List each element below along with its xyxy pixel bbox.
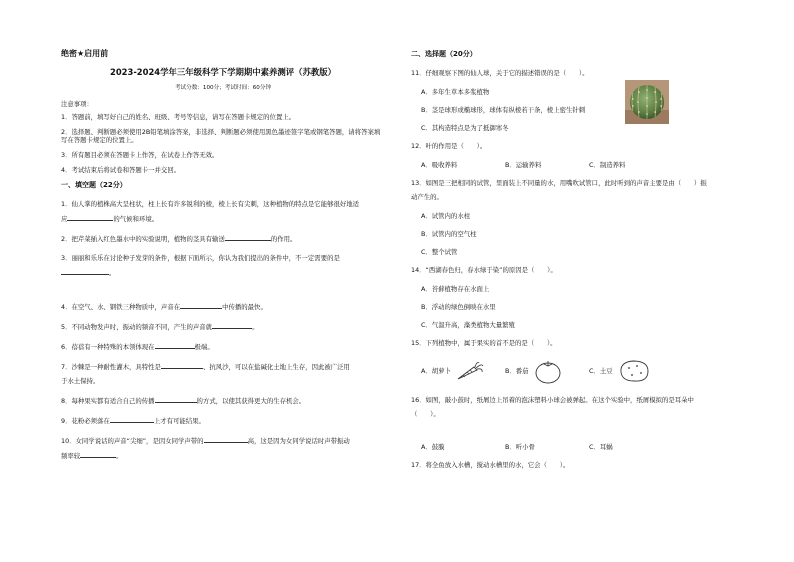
q6-text-post: 极端。 [194, 343, 214, 351]
q7-blank[interactable] [161, 362, 203, 369]
question-8 [61, 396, 385, 405]
exam-subtitle: 考试分数：100分；考试时间：60分钟 [174, 85, 272, 91]
question-2 [61, 234, 385, 243]
q4-text-post: 中传播的最快。 [222, 303, 267, 311]
q8-text-post: 的方式，以使其获得更大的生存机会。 [196, 397, 306, 405]
question-3-answer: 。 [61, 268, 385, 277]
question-11: 11．仔细观察下图的仙人球，关于它的描述错误的是（ ）。 [411, 69, 589, 77]
cactus-ball-image [625, 80, 669, 124]
question-1b [61, 214, 385, 223]
q11-option-c[interactable]: C．其构造特点是为了抵御寒冬 [421, 124, 509, 132]
q4-text-pre: 4．在空气、水、钢铁三种物质中，声音在 [61, 303, 181, 311]
q2-text-pre: 2．把芹菜插入红色墨水中的实验说明，植物的茎具有输送 [61, 235, 225, 243]
q15-option-b[interactable] [505, 358, 589, 384]
question-17: 17．将全鱼放入水槽，搅动水槽里的水，它会（ ）。 [411, 461, 570, 469]
q16-option-a[interactable]: A．鼓膜 [421, 443, 445, 451]
right-column [411, 44, 749, 480]
q15-option-c-label: C．土豆 [589, 367, 613, 375]
q13-option-a[interactable]: A．试管内的水柱 [421, 212, 471, 220]
q15-option-a[interactable] [421, 360, 505, 382]
q1-blank[interactable] [67, 214, 113, 221]
question-9 [61, 416, 385, 425]
q10b-text-post: 。 [116, 452, 123, 460]
question-4 [61, 302, 385, 311]
q15-option-b-label: B．番茄 [505, 367, 529, 375]
q1-text-pre: 应 [61, 215, 68, 223]
note-1: 1．答题前，填写好自己的姓名、班级、考号等信息，请写在答题卡规定的位置上。 [61, 113, 296, 121]
q5-text-pre: 5．不同动物发声时，振动的频音不同，产生的声音就 [61, 323, 213, 331]
q9-text-post: 上才有可能结果。 [153, 417, 205, 425]
q10-text-post: 高，这是因为女同学说话时声带振动 [247, 437, 350, 445]
q6-blank[interactable] [155, 342, 195, 349]
q5-blank[interactable] [212, 322, 252, 329]
q8-text-pre: 8．每种果实都有适合自己的传播 [61, 397, 155, 405]
spacer [411, 429, 749, 443]
q7-text-mid: 、抗风沙，可以在盐碱化土地上生存，因此被广泛用 [202, 363, 350, 371]
q11-option-b[interactable]: B．茎是球形或椭球形，球体有纵棱若干条，棱上密生针刺 [421, 106, 586, 114]
question-10 [61, 436, 385, 445]
q9-blank[interactable] [110, 416, 154, 423]
question-6 [61, 342, 385, 351]
tomato-icon [533, 358, 563, 384]
q2-blank[interactable] [225, 234, 271, 241]
question-1a: 1．仙人掌的植株高大呈柱状，柱上长有许多锐利的棱，棱上长有尖刺，这种植物的特点是它能够很好地适 [61, 200, 360, 208]
note-4: 4．考试结束后将试卷和答题卡一并交回。 [61, 166, 181, 174]
q14-option-a[interactable]: A．苔藓植物存在水面上 [421, 285, 490, 293]
question-16a: 16．如图，敲小鼓时，纸屑边上吊着的泡沫塑料小球会被弹起。在这个实验中，纸屑模拟的是耳朵中 [411, 396, 694, 404]
q7-text-pre: 7．沙棘是一种耐性灌木，具特性是 [61, 363, 161, 371]
q16-option-b[interactable]: B．听小骨 [505, 443, 535, 451]
q10-blank-1[interactable] [204, 436, 248, 443]
notes-heading: 注意事项： [61, 100, 93, 108]
question-7b: 于水土保持。 [61, 377, 100, 385]
q10b-text: 频率较 [61, 452, 81, 460]
question-5 [61, 322, 385, 331]
q5-text-post: 。 [252, 323, 259, 331]
q1-text-post: 的气候和环境。 [113, 215, 159, 223]
carrot-icon [455, 360, 485, 382]
q12-option-b[interactable]: B．运输养料 [505, 161, 542, 169]
potato-icon [617, 358, 651, 384]
question-13a: 13．如图是三把相同的试管，里面装上不同量的水，用嘴吹试管口，此时听到的声音主要是由（ ）振 [411, 179, 707, 187]
q4-blank[interactable] [180, 302, 222, 309]
question-15: 15．下列植物中，属于果实的首不是的是（ ）。 [411, 339, 557, 347]
q12-option-c[interactable]: C．制造养料 [589, 161, 626, 169]
question-13b: 动产生的。 [411, 193, 443, 201]
q14-option-b[interactable]: B．浮动的绿色倒映在水里 [421, 303, 496, 311]
question-7 [61, 362, 385, 371]
question-16b: （ ）。 [411, 410, 440, 418]
q12-options [421, 161, 749, 169]
section-2-heading: 二、选择题（20分） [411, 50, 477, 58]
exam-title: 2023-2024学年三年级科学下学期期中素养测评（苏教版） [110, 67, 336, 77]
q15-option-a-label: A．胡萝卜 [421, 367, 451, 375]
q13-option-b[interactable]: B．试管内的空气柱 [421, 230, 477, 238]
q8-blank[interactable] [155, 396, 197, 403]
q10-text-pre: 10．女同学说话的声音“尖细”，是因女同学声带的 [61, 437, 204, 445]
section-1-heading: 一、填空题（22分） [61, 181, 127, 189]
question-10b [61, 451, 385, 460]
question-3: 3．丽丽和乐乐在讨论种子发芽的条件，根据下面所示，你认为我们提出的条件中，不一定需要的是 [61, 254, 340, 262]
q16-options [421, 443, 749, 451]
left-column [61, 44, 385, 471]
confidential-mark: 绝密★启用前 [61, 49, 109, 58]
q13-option-c[interactable]: C．整个试管 [421, 248, 458, 256]
q15-option-c[interactable] [589, 358, 673, 384]
q12-option-a[interactable]: A．吸收养料 [421, 161, 458, 169]
q14-option-c[interactable]: C．气温升高，藻类植物大量繁殖 [421, 321, 515, 329]
q10-blank-2[interactable] [80, 451, 116, 458]
question-14: 14．“西湖春色归，春水绿于染”的原因是（ ）。 [411, 266, 557, 274]
q3-blank[interactable] [61, 268, 109, 275]
q9-text-pre: 9．花粉必须落在 [61, 417, 110, 425]
question-12: 12．叶的作用是（ ）。 [411, 142, 487, 150]
q15-options [421, 358, 749, 384]
note-2: 2．选择题、判断题必须使用2B铅笔填涂答案，非选择、判断题必须使用黑色墨迹签字笔或钢笔答题，请将答案填写在答题卡规定的位置上。 [61, 128, 381, 144]
q11-option-a[interactable]: A．多年生草本多浆植物 [421, 88, 490, 96]
q16-option-c[interactable]: C．耳蜗 [589, 443, 613, 451]
note-3: 3．所有题目必须在答题卡上作答，在试卷上作答无效。 [61, 151, 219, 159]
q6-text-pre: 6．蓓蓓有一种特殊的本领体现在 [61, 343, 155, 351]
spacer [61, 288, 385, 302]
q2-text-post: 的作用。 [270, 235, 297, 243]
